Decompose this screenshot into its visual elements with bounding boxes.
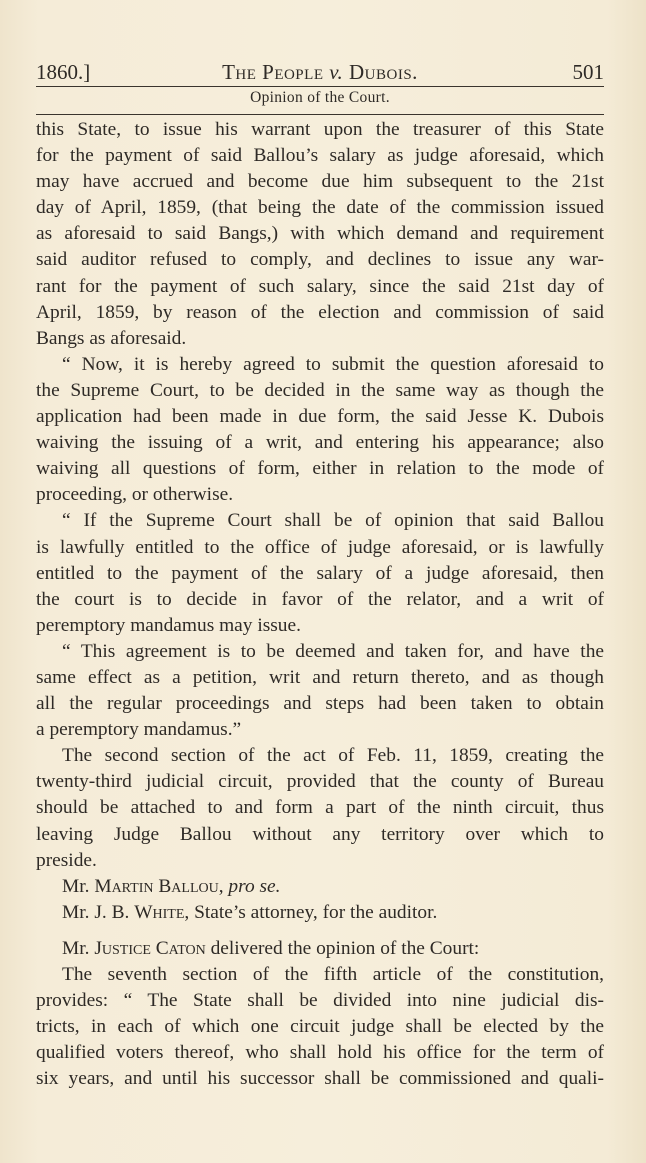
text-line: waiving the issuing of a writ, and entering his appearance; also (36, 432, 604, 454)
text-line: preside. (36, 849, 97, 871)
counsel-relator-line (36, 874, 604, 900)
counsel-auditor-line (36, 900, 604, 926)
text-line: qualified voters thereof, who shall hold his office for the term of (36, 1042, 604, 1064)
text-line: “ If the Supreme Court shall be of opinion that said Ballou (62, 510, 604, 532)
opinion-justice-name: Justice Caton (94, 937, 206, 959)
text-line: proceeding, or otherwise. (36, 484, 234, 506)
text-line: Bangs as aforesaid. (36, 327, 187, 349)
text-line: is lawfully entitled to the office of judge aforesaid, or is lawfully (36, 536, 604, 558)
text-line: said auditor refused to comply, and declines to issue any war- (36, 249, 604, 271)
text-line: should be attached to and form a part of the ninth circuit, thus (36, 797, 604, 819)
opinion-paragraphs (36, 962, 604, 1092)
counsel-auditor-role: , State’s attorney, for the auditor. (184, 901, 438, 923)
text-line: day of April, 1859, (that being the date of the commission issued (36, 197, 604, 219)
statement-paragraphs (36, 117, 604, 874)
counsel-relator-name: Martin Ballou (94, 875, 219, 897)
header-title-v: v. (329, 60, 344, 84)
text-line: as aforesaid to said Bangs,) with which demand and requirement (36, 223, 604, 245)
header-rule (36, 86, 604, 87)
header-title-suffix: Dubois. (343, 60, 418, 84)
text-line: six years, and until his successor shall be commissioned and quali- (36, 1068, 604, 1090)
text-line: this State, to issue his warrant upon the treasurer of this State (36, 119, 604, 140)
counsel-auditor-prefix: Mr. J. B. (62, 901, 135, 923)
text-line: “ Now, it is hereby agreed to submit the question aforesaid to (62, 353, 604, 375)
text-line: The second section of the act of Feb. 11, 1859, creating the (62, 745, 604, 767)
text-line: The seventh section of the fifth article of the constitution, (62, 964, 604, 985)
running-header (36, 54, 604, 88)
text-line: tricts, in each of which one circuit judge shall be elected by the (36, 1016, 604, 1038)
section-gap (36, 926, 604, 936)
opinion-intro-suffix: delivered the opinion of the Court: (205, 937, 480, 959)
opinion-intro-line (36, 936, 604, 962)
text-line: for the payment of said Ballou’s salary as judge aforesaid, which (36, 145, 604, 167)
section-subheading: Opinion of the Court. (250, 89, 390, 106)
counsel-relator-role: pro se. (228, 875, 281, 897)
text-line: April, 1859, by reason of the election and commission of said (36, 301, 604, 323)
text-line: same effect as a petition, writ and return thereto, and as though (36, 666, 604, 688)
text-line: waiving all questions of form, either in relation to the mode of (36, 458, 604, 480)
text-line: entitled to the payment of the salary of a judge aforesaid, then (36, 562, 604, 584)
text-line: leaving Judge Ballou without any territory over which to (36, 823, 604, 845)
text-line: the Supreme Court, to be decided in the same way as though the (36, 379, 604, 401)
opinion-intro-prefix: Mr. (62, 937, 95, 959)
text-line: “ This agreement is to be deemed and taken for, and have the (62, 640, 604, 662)
counsel-relator-prefix: Mr. (62, 875, 95, 897)
text-line: provides: “ The State shall be divided into nine judicial dis- (36, 990, 604, 1012)
text-line: peremptory mandamus may issue. (36, 614, 301, 636)
text-line: twenty-third judicial circuit, provided that the county of Bureau (36, 771, 604, 793)
header-title-prefix: The People (222, 60, 330, 84)
subheading-rule (36, 114, 604, 115)
header-case-title (36, 60, 604, 85)
text-line: all the regular proceedings and steps had been taken to obtain (36, 693, 604, 715)
page-number: 501 (572, 60, 604, 84)
text-line: a peremptory mandamus.” (36, 719, 242, 741)
counsel-auditor-name: White (134, 901, 185, 923)
body-text (36, 117, 604, 1092)
text-line: rant for the payment of such salary, since the said 21st day of (36, 275, 604, 297)
counsel-relator-sep: , (218, 875, 229, 897)
text-line: application had been made in due form, the said Jesse K. Dubois (36, 406, 604, 428)
text-line: may have accrued and become due him subsequent to the 21st (36, 171, 604, 193)
text-line: the court is to decide in favor of the relator, and a writ of (36, 588, 604, 610)
header-year: 1860.] (36, 60, 91, 84)
